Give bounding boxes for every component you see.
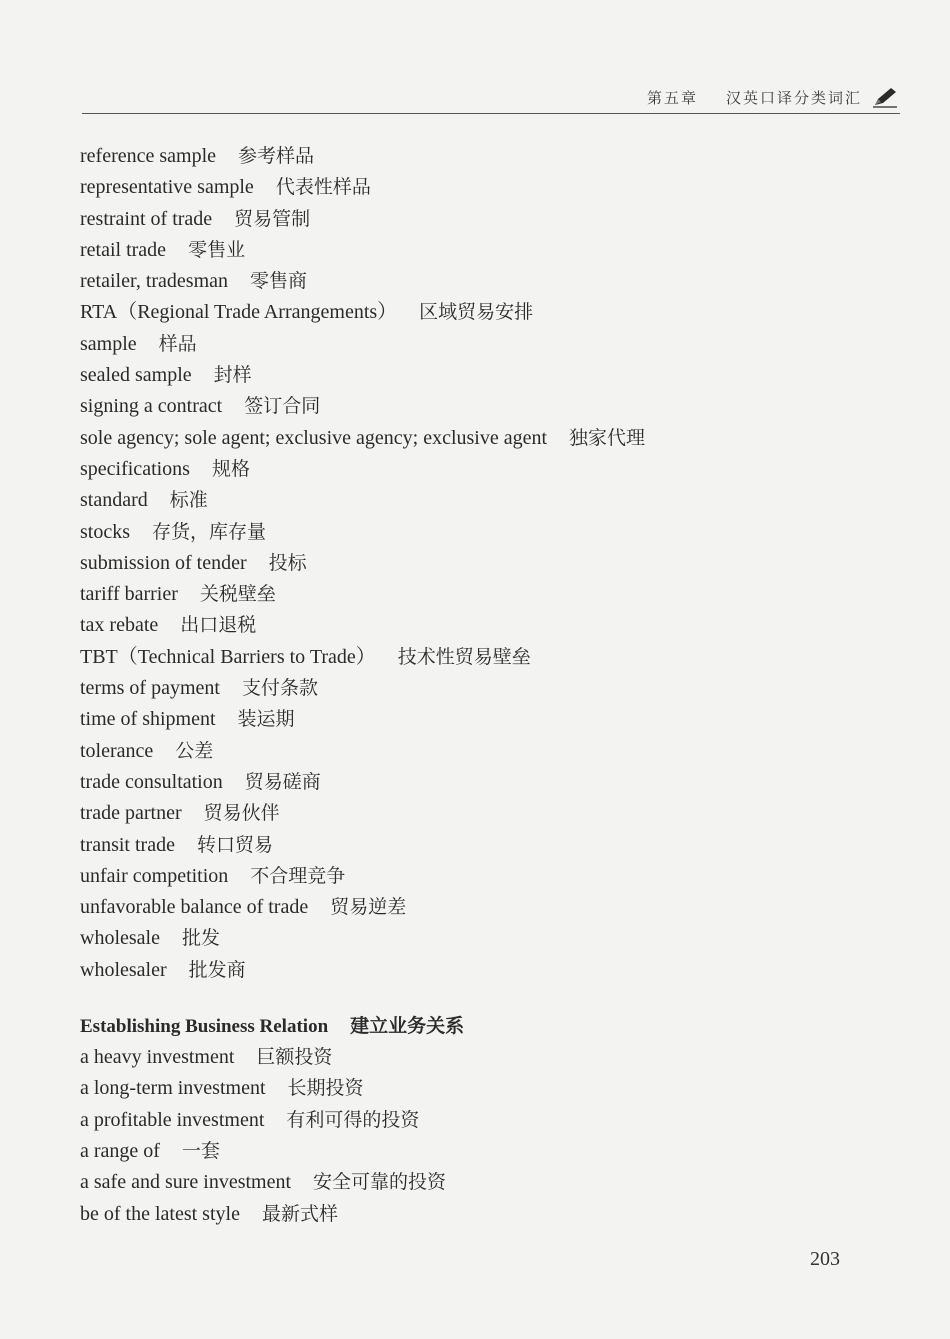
glossary-entry (80, 1073, 880, 1104)
section-spacer (80, 986, 880, 1010)
term-zh: 巨额投资 (256, 1046, 333, 1069)
term-en: tax rebate (80, 614, 159, 637)
term-zh: 零售商 (250, 270, 308, 293)
glossary-entry (80, 736, 880, 767)
glossary-entry (80, 1167, 880, 1198)
term-en: RTA（Regional Trade Arrangements） (80, 301, 398, 324)
page-number: 203 (810, 1248, 840, 1270)
glossary-entry (80, 704, 880, 735)
term-zh: 贸易伙伴 (203, 802, 280, 825)
term-en: transit trade (80, 833, 175, 856)
glossary-entry (80, 548, 880, 579)
term-zh: 有利可得的投资 (286, 1108, 420, 1131)
section-title-zh: 建立业务关系 (350, 1015, 465, 1038)
term-zh: 不合理竞争 (250, 864, 346, 887)
glossary-entry (80, 517, 880, 548)
glossary-entry (80, 798, 880, 829)
section-heading (80, 1010, 880, 1042)
glossary-entry (80, 673, 880, 704)
glossary-entry (80, 892, 880, 923)
section-title-en: Establishing Business Relation (80, 1016, 329, 1038)
glossary-entry (80, 861, 880, 892)
term-zh: 一套 (181, 1139, 220, 1162)
term-en: sole agency; sole agent; exclusive agency; exclusive agent (80, 426, 548, 449)
glossary-entry (80, 830, 880, 861)
glossary-entry (80, 454, 880, 485)
term-en: trade consultation (80, 770, 223, 793)
term-zh: 封样 (213, 364, 252, 387)
glossary-entry (80, 172, 880, 203)
term-en: sample (80, 332, 137, 355)
glossary-entry (80, 1199, 880, 1230)
term-en: wholesaler (80, 958, 167, 981)
term-en: tariff barrier (80, 583, 178, 606)
term-zh: 签订合同 (244, 395, 321, 418)
glossary-entry (80, 579, 880, 610)
pencil-icon (872, 86, 898, 108)
term-en: tolerance (80, 739, 154, 762)
term-zh: 参考样品 (238, 145, 315, 167)
term-en: stocks (80, 520, 130, 543)
term-en: representative sample (80, 176, 254, 199)
term-en: a long-term investment (80, 1077, 266, 1100)
glossary-entry (80, 1136, 880, 1167)
chapter-title: 汉英口译分类词汇 (725, 88, 862, 107)
glossary-entry (80, 642, 880, 673)
term-zh: 零售业 (188, 238, 246, 261)
term-zh: 长期投资 (287, 1077, 364, 1100)
term-zh: 贸易磋商 (244, 770, 321, 793)
term-zh: 转口贸易 (196, 833, 273, 856)
term-en: retailer, tradesman (80, 270, 229, 293)
term-zh: 批发商 (188, 958, 246, 981)
term-zh: 存货，库存量 (152, 520, 267, 543)
glossary-entry (80, 767, 880, 798)
term-en: a safe and sure investment (80, 1171, 292, 1194)
term-zh: 最新式样 (261, 1202, 338, 1225)
term-en: be of the latest style (80, 1202, 240, 1225)
glossary-entry (80, 1042, 880, 1073)
glossary-list (80, 141, 880, 1230)
glossary-entry (80, 360, 880, 391)
term-zh: 贸易逆差 (330, 896, 407, 919)
term-zh: 装运期 (237, 708, 295, 731)
term-zh: 样品 (158, 332, 197, 355)
glossary-entry (80, 297, 880, 328)
term-zh: 安全可靠的投资 (313, 1171, 447, 1194)
term-en: terms of payment (80, 677, 220, 700)
term-zh: 区域贸易安排 (419, 301, 534, 324)
term-zh: 支付条款 (241, 677, 318, 700)
term-zh: 关税壁垒 (199, 583, 276, 606)
glossary-entry (80, 235, 880, 266)
running-header (647, 86, 898, 108)
glossary-entry (80, 329, 880, 360)
term-zh: 公差 (175, 739, 214, 762)
glossary-entry (80, 1105, 880, 1136)
term-zh: 独家代理 (569, 426, 646, 449)
glossary-entry (80, 423, 880, 454)
term-en: wholesale (80, 927, 160, 950)
chapter-label: 第五章 (646, 88, 698, 107)
glossary-entry (80, 266, 880, 297)
glossary-entry (80, 391, 880, 422)
term-en: sealed sample (80, 364, 192, 387)
header-rule (82, 113, 900, 114)
term-en: a range of (80, 1139, 160, 1162)
term-zh: 代表性样品 (275, 176, 371, 199)
glossary-entry (80, 204, 880, 235)
term-zh: 标准 (169, 489, 208, 512)
term-zh: 技术性贸易壁垒 (397, 645, 531, 668)
glossary-entry (80, 485, 880, 516)
term-en: restraint of trade (80, 207, 213, 230)
term-en: a heavy investment (80, 1046, 235, 1069)
term-en: trade partner (80, 802, 182, 825)
term-zh: 贸易管制 (234, 207, 311, 230)
term-zh: 规格 (211, 457, 250, 480)
term-en: TBT（Technical Barriers to Trade） (80, 645, 376, 668)
glossary-entry (80, 955, 880, 986)
term-zh: 批发 (181, 927, 220, 950)
glossary-entry (80, 610, 880, 641)
glossary-entry (80, 141, 880, 172)
term-en: a profitable investment (80, 1108, 265, 1131)
glossary-entry (80, 923, 880, 954)
term-zh: 出口退税 (180, 614, 257, 637)
term-en: unfavorable balance of trade (80, 896, 309, 919)
term-zh: 投标 (268, 551, 307, 574)
term-en: reference sample (80, 145, 217, 167)
term-en: time of shipment (80, 708, 216, 731)
term-en: unfair competition (80, 864, 229, 887)
term-en: specifications (80, 457, 190, 480)
term-en: signing a contract (80, 395, 223, 418)
term-en: retail trade (80, 238, 167, 261)
term-en: submission of tender (80, 551, 247, 574)
term-en: standard (80, 489, 148, 512)
